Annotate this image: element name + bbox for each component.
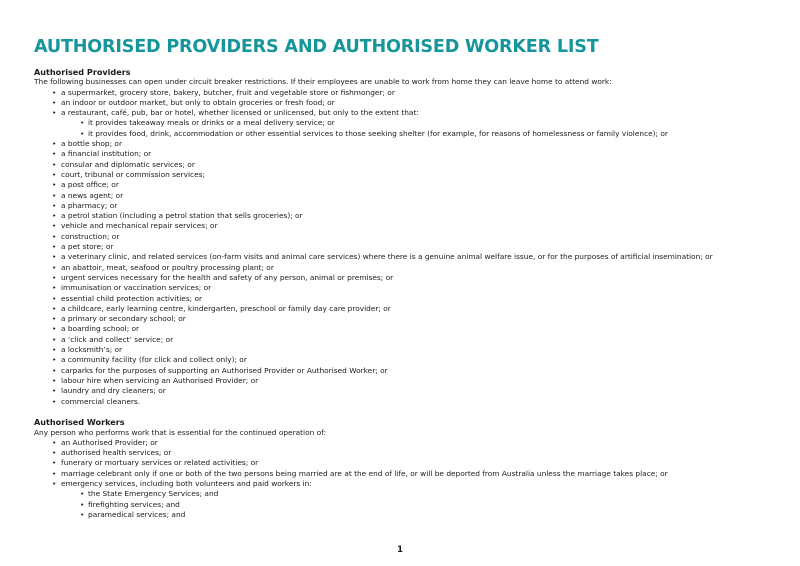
sub-list-item: • firefighting services; and [34, 500, 774, 510]
list-item: • a financial institution; or [34, 149, 774, 159]
providers-list-continued [34, 139, 774, 407]
list-item: • funerary or mortuary services or related activities; or [34, 458, 774, 468]
list-item: • laundry and dry cleaners; or [34, 386, 774, 396]
sub-list-item: • paramedical services; and [34, 510, 774, 520]
list-item: • a pharmacy; or [34, 201, 774, 211]
list-item: • carparks for the purposes of supporting an Authorised Provider or Authorised Worker; or [34, 366, 774, 376]
sub-list-item: • it provides takeaway meals or drinks or a meal delivery service; or [34, 118, 774, 128]
list-item: • construction; or [34, 232, 774, 242]
list-item: • a restaurant, café, pub, bar or hotel, whether licensed or unlicensed, but only to the extent that: [34, 108, 774, 118]
list-item: • an indoor or outdoor market, but only to obtain groceries or fresh food; or [34, 98, 774, 108]
document-body [34, 67, 774, 520]
list-item: • commercial cleaners. [34, 397, 774, 407]
workers-intro: Any person who performs work that is essential for the continued operation of: [34, 427, 327, 437]
list-item: • a veterinary clinic, and related services (on-farm visits and animal care services) where there is a genuine animal welfare issue, or for the purposes of artificial insemination; or [34, 252, 774, 262]
providers-list [34, 88, 774, 119]
list-item: • a supermarket, grocery store, bakery, butcher, fruit and vegetable store or fishmonger; or [34, 88, 774, 98]
list-item: • authorised health services; or [34, 448, 774, 458]
list-item: • immunisation or vaccination services; or [34, 283, 774, 293]
list-item: • an abattoir, meat, seafood or poultry processing plant; or [34, 263, 774, 273]
workers-sublist [34, 489, 774, 520]
page-number: 1 [397, 544, 403, 554]
list-item: • labour hire when servicing an Authorised Provider; or [34, 376, 774, 386]
list-item: • consular and diplomatic services; or [34, 160, 774, 170]
section-spacer [34, 407, 774, 418]
list-item: • a boarding school; or [34, 324, 774, 334]
workers-heading: Authorised Workers [34, 417, 125, 428]
list-item: • vehicle and mechanical repair services; or [34, 221, 774, 231]
providers-sublist [34, 118, 774, 139]
list-item: • an Authorised Provider; or [34, 438, 774, 448]
providers-intro: The following businesses can open under circuit breaker restrictions. If their employees are unable to work from home they can leave home to attend work: [34, 77, 612, 87]
list-item: • marriage celebrant only if one or both of the two persons being married are at the end of life, or will be deported from Australia unless the marriage takes place; or [34, 469, 774, 479]
list-item: • a ‘click and collect’ service; or [34, 335, 774, 345]
page-title: AUTHORISED PROVIDERS AND AUTHORISED WORKER LIST [34, 37, 599, 57]
list-item: • a bottle shop; or [34, 139, 774, 149]
list-item: • emergency services, including both volunteers and paid workers in: [34, 479, 774, 489]
sub-list-item: • the State Emergency Services; and [34, 489, 774, 499]
providers-heading: Authorised Providers [34, 67, 131, 77]
list-item: • a childcare, early learning centre, kindergarten, preschool or family day care provider; or [34, 304, 774, 314]
list-item: • essential child protection activities; or [34, 294, 774, 304]
list-item: • a primary or secondary school; or [34, 314, 774, 324]
list-item: • a community facility (for click and collect only); or [34, 355, 774, 365]
list-item: • a post office; or [34, 180, 774, 190]
list-item: • a petrol station (including a petrol station that sells groceries); or [34, 211, 774, 221]
workers-list [34, 438, 774, 489]
list-item: • a news agent; or [34, 191, 774, 201]
list-item: • urgent services necessary for the health and safety of any person, animal or premises; or [34, 273, 774, 283]
list-item: • a pet store; or [34, 242, 774, 252]
sub-list-item: • it provides food, drink, accommodation or other essential services to those seeking shelter (for example, for reasons of homelessness or family violence); or [34, 129, 774, 139]
list-item: • a locksmith’s; or [34, 345, 774, 355]
list-item: • court, tribunal or commission services; [34, 170, 774, 180]
